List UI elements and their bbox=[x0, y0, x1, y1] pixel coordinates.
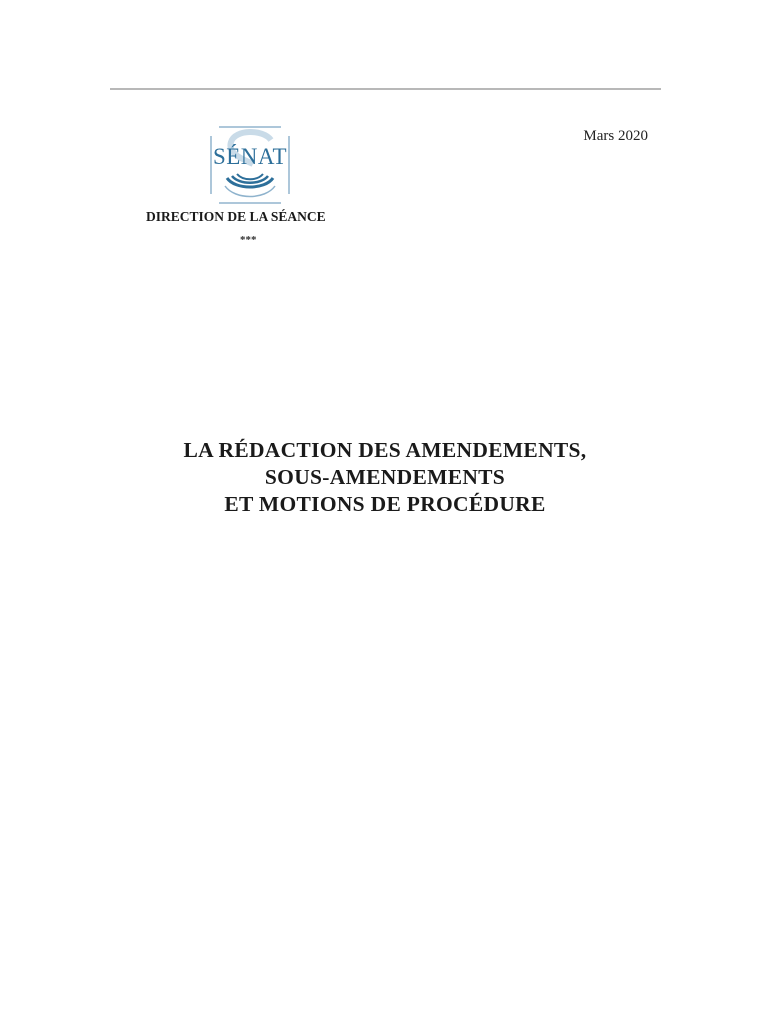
title-line: SOUS-AMENDEMENTS bbox=[264, 465, 506, 489]
direction-name: DIRECTION DE LA SÉANCE bbox=[146, 209, 326, 224]
separator-stars: *** bbox=[240, 234, 257, 246]
senat-logo bbox=[205, 124, 295, 206]
senat-wordmark: SÉNAT bbox=[212, 144, 288, 169]
document-title bbox=[0, 437, 770, 518]
title-line: ET MOTIONS DE PROCÉDURE bbox=[224, 492, 546, 516]
top-rule bbox=[110, 88, 661, 90]
title-line: LA RÉDACTION DES AMENDEMENTS, bbox=[183, 438, 587, 462]
document-date: Mars 2020 bbox=[583, 128, 648, 144]
